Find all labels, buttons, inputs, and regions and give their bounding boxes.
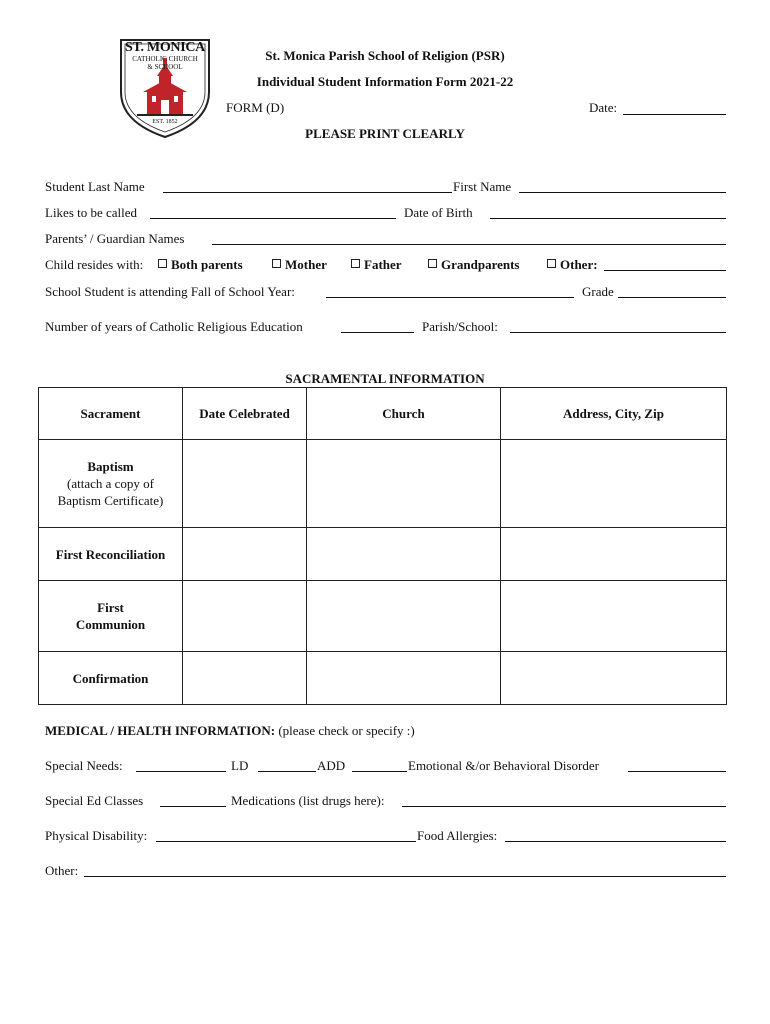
parish-label: Parish/School: [422, 319, 498, 334]
checkbox-icon[interactable] [547, 259, 556, 268]
other-label: Other: [45, 863, 79, 878]
date-celebrated-cell[interactable] [183, 528, 307, 581]
sacrament-name: First Reconciliation [55, 546, 166, 562]
school-label: School Student is attending Fall of School Year: [45, 284, 295, 299]
church-cell[interactable] [307, 652, 501, 705]
church-cell[interactable] [307, 440, 501, 528]
table-row [39, 652, 727, 705]
food-label: Food Allergies: [417, 828, 498, 843]
medications-label: Medications (list drugs here): [231, 793, 385, 808]
parish-logo [117, 36, 213, 140]
dob-label: Date of Birth [404, 205, 473, 220]
column-header: Address, City, Zip [501, 388, 727, 440]
sacrament-note: (attach a copy of [67, 476, 154, 491]
resides-father[interactable] [351, 257, 402, 273]
last-name-label: Student Last Name [45, 179, 145, 194]
column-header: Date Celebrated [183, 388, 307, 440]
parish-field[interactable] [510, 332, 726, 333]
date-celebrated-cell[interactable] [183, 581, 307, 652]
address-cell[interactable] [501, 440, 727, 528]
sacrament-name: Baptism [87, 459, 134, 474]
date-celebrated-cell[interactable] [183, 440, 307, 528]
resides-mother[interactable] [272, 257, 327, 273]
add-field[interactable] [352, 771, 407, 772]
sacramental-title: SACRAMENTAL INFORMATION [285, 371, 485, 386]
resides-other-field[interactable] [604, 270, 726, 271]
grade-field[interactable] [618, 297, 726, 298]
church-cell[interactable] [307, 581, 501, 652]
date-label: Date: [589, 100, 618, 115]
option-label: Grandparents [441, 257, 520, 272]
logo-name: ST. MONICA [125, 40, 205, 55]
add-label: ADD [317, 758, 346, 773]
table-row [39, 528, 727, 581]
form-title: St. Monica Parish School of Religion (PSR) [265, 48, 505, 63]
other-field[interactable] [84, 876, 726, 877]
date-field[interactable] [623, 114, 726, 115]
address-cell[interactable] [501, 528, 727, 581]
option-label: Other: [560, 257, 598, 272]
resides-both-parents[interactable] [158, 257, 243, 273]
address-cell[interactable] [501, 652, 727, 705]
sacrament-cell [39, 581, 183, 652]
logo-est: EST. 1852 [152, 119, 178, 125]
address-cell[interactable] [501, 581, 727, 652]
sacrament-name: First [97, 600, 124, 615]
resides-other[interactable] [547, 257, 598, 273]
ld-label: LD [231, 758, 249, 773]
medical-title: MEDICAL / HEALTH INFORMATION: [45, 723, 276, 738]
medical-heading [45, 723, 415, 739]
church-cell[interactable] [307, 528, 501, 581]
years-label: Number of years of Catholic Religious Education [45, 319, 303, 334]
first-name-label: First Name [453, 179, 512, 194]
first-name-field[interactable] [519, 192, 726, 193]
school-field[interactable] [326, 297, 574, 298]
likes-field[interactable] [150, 218, 396, 219]
column-header: Church [307, 388, 501, 440]
sacrament-cell [39, 652, 183, 705]
special-needs-label: Special Needs: [45, 758, 123, 773]
sacrament-name: Confirmation [72, 670, 149, 686]
checkbox-icon[interactable] [428, 259, 437, 268]
special-needs-field[interactable] [136, 771, 226, 772]
table-row [39, 440, 727, 528]
emotional-label: Emotional &/or Behavioral Disorder [408, 758, 599, 773]
parents-label: Parents’ / Guardian Names [45, 231, 185, 246]
physical-label: Physical Disability: [45, 828, 148, 843]
last-name-field[interactable] [163, 192, 452, 193]
parents-field[interactable] [212, 244, 726, 245]
special-ed-field[interactable] [160, 806, 226, 807]
column-header: Sacrament [39, 388, 183, 440]
option-label: Mother [285, 257, 327, 272]
sacrament-cell [39, 528, 183, 581]
option-label: Both parents [171, 257, 243, 272]
print-instruction: PLEASE PRINT CLEARLY [305, 126, 465, 141]
logo-line3: & SCHOOL [147, 63, 183, 71]
checkbox-icon[interactable] [272, 259, 281, 268]
option-label: Father [364, 257, 402, 272]
emotional-field[interactable] [628, 771, 726, 772]
resides-label: Child resides with: [45, 257, 144, 272]
form-subtitle: Individual Student Information Form 2021-22 [256, 74, 514, 89]
table-header-row [39, 388, 727, 440]
sacrament-cell [39, 440, 183, 528]
form-code: FORM (D) [226, 100, 285, 115]
checkbox-icon[interactable] [351, 259, 360, 268]
medical-title-note: (please check or specify :) [278, 723, 415, 738]
medications-field[interactable] [402, 806, 726, 807]
checkbox-icon[interactable] [158, 259, 167, 268]
grade-label: Grade [582, 284, 614, 299]
resides-grandparents[interactable] [428, 257, 520, 273]
ld-field[interactable] [258, 771, 316, 772]
date-celebrated-cell[interactable] [183, 652, 307, 705]
logo-line2: CATHOLIC CHURCH [132, 55, 198, 63]
physical-field[interactable] [156, 841, 416, 842]
table-row [39, 581, 727, 652]
sacramental-table [38, 387, 727, 705]
special-ed-label: Special Ed Classes [45, 793, 144, 808]
dob-field[interactable] [490, 218, 726, 219]
sacrament-note: Baptism Certificate) [57, 493, 164, 508]
food-field[interactable] [505, 841, 726, 842]
years-field[interactable] [341, 332, 414, 333]
sacrament-name: Communion [75, 617, 146, 632]
likes-label: Likes to be called [45, 205, 138, 220]
